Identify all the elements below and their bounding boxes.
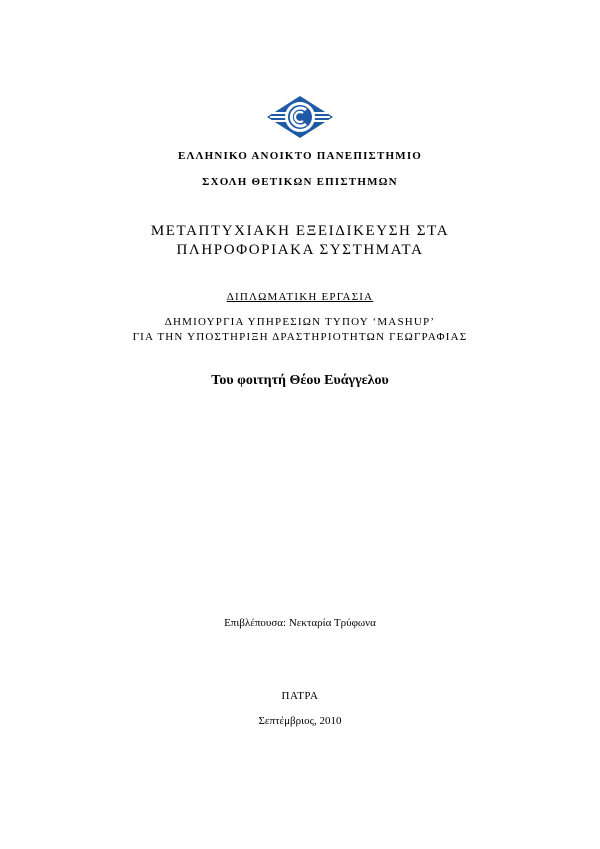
school-name: ΣΧΟΛΗ ΘΕΤΙΚΩΝ ΕΠΙΣΤΗΜΩΝ xyxy=(202,176,398,188)
university-logo-icon xyxy=(266,95,334,139)
university-name: ΕΛΛΗΝΙΚΟ ΑΝΟΙΚΤΟ ΠΑΝΕΠΙΣΤΗΜΙΟ xyxy=(177,150,423,162)
supervisor-name: Επιβλέπουσα: Νεκταρία Τρύφωνα xyxy=(224,617,376,629)
date: Σεπτέμβριος, 2010 xyxy=(258,715,342,727)
program-title-line2: ΠΛΗΡΟΦΟΡΙΑΚΑ ΣΥΣΤΗΜΑΤΑ xyxy=(176,242,424,258)
thesis-label: ΔΙΠΛΩΜΑΤΙΚΗ ΕΡΓΑΣΙΑ xyxy=(226,291,374,303)
program-title-line1: ΜΕΤΑΠΤΥΧΙΑΚΗ ΕΞΕΙΔΙΚΕΥΣΗ ΣΤΑ xyxy=(150,223,450,239)
thesis-title-line2: ΓΙΑ ΤΗΝ ΥΠΟΣΤΗΡΙΞΗ ΔΡΑΣΤΗΡΙΟΤΗΤΩΝ ΓΕΩΓΡΑΦΙΑΣ xyxy=(132,331,468,343)
student-name: Του φοιτητή Θέου Ευάγγελου xyxy=(211,373,389,388)
thesis-title-line1: ΔΗΜΙΟΥΡΓΙΑ ΥΠΗΡΕΣΙΩΝ ΤΥΠΟΥ ‘MASHUP’ xyxy=(164,316,436,328)
city: ΠΑΤΡΑ xyxy=(281,690,319,702)
